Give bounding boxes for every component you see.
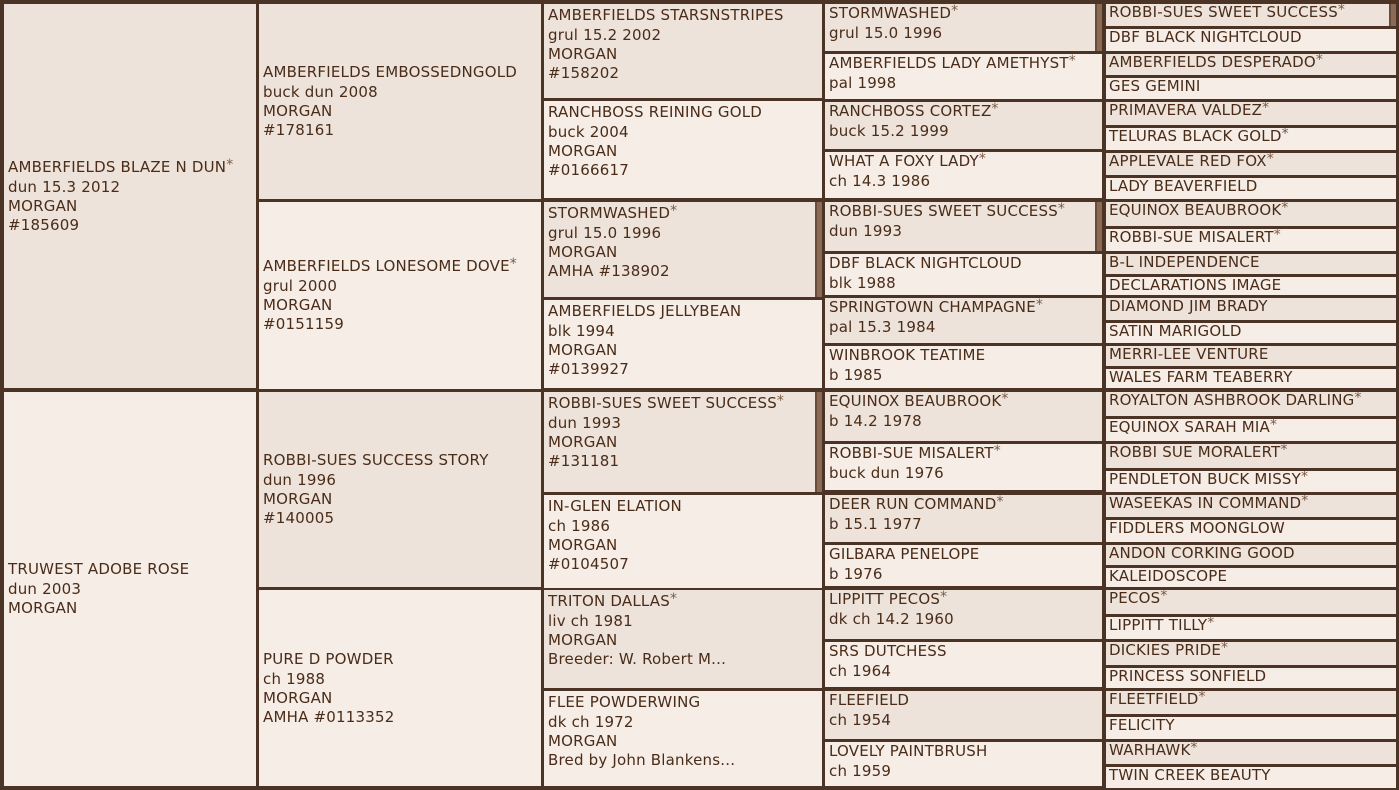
horse-detail-line2: dk ch 1972 [548,713,634,731]
horse-name-line [1109,277,1396,295]
horse-cell-gen4-8[interactable] [825,392,1102,441]
horse-name-line [1109,29,1396,47]
horse-name-link[interactable]: LOVELY PAINTBRUSH [829,742,988,760]
horse-detail-line2: buck 15.2 1999 [829,122,949,140]
registered-star-icon: * [1270,419,1278,433]
registered-star-icon: * [1001,392,1009,407]
horse-detail-line2: pal 15.3 1984 [829,318,936,336]
horse-name-line [1109,691,1396,709]
horse-detail-line2: buck dun 1976 [829,464,944,482]
registered-star-icon: * [226,157,234,173]
registered-star-icon: * [1301,471,1309,485]
horse-name-line [1109,617,1396,635]
repeat-ancestor-marker [1095,202,1102,251]
registered-star-icon: * [1315,54,1324,68]
registered-star-icon: * [1198,691,1206,705]
horse-name-line [829,742,1102,762]
horse-cell-gen4-7[interactable] [825,346,1102,388]
horse-cell-gen5-28[interactable] [1106,691,1396,714]
horse-name-link[interactable]: EQUINOX BEAUBROOK [1109,202,1282,219]
horse-cell-gen4-6[interactable] [825,298,1102,343]
horse-name-line [1109,767,1396,785]
horse-name-line [829,4,1102,24]
horse-name-link[interactable]: LIPPITT PECOS [829,590,941,608]
horse-name-line [829,54,1102,74]
horse-cell-gen4-0[interactable] [825,4,1102,51]
horse-detail-line3: MORGAN [8,196,78,215]
horse-detail-line3: MORGAN [548,631,618,649]
horse-cell-gen4-11[interactable] [825,545,1102,586]
registered-star-icon: * [1337,4,1346,18]
horse-cell-gen3-4[interactable] [544,392,822,492]
horse-name-line [829,545,1102,565]
horse-detail-line2: b 15.1 1977 [829,515,922,533]
horse-name-link[interactable]: DEER RUN COMMAND [829,495,997,513]
horse-name-link[interactable]: IN-GLEN ELATION [548,497,682,515]
repeat-ancestor-marker [1389,4,1396,26]
horse-name-link[interactable]: DBF BLACK NIGHTCLOUD [1109,29,1302,46]
horse-name-link[interactable]: ROBBI-SUE MISALERT [829,444,994,462]
horse-name-line [263,451,541,471]
registered-star-icon: * [940,590,948,605]
horse-name-line [829,298,1102,318]
horse-detail-line4: #0151159 [263,315,344,333]
registered-star-icon: * [951,4,959,19]
repeat-ancestor-marker [815,392,822,492]
horse-cell-gen5-22[interactable] [1106,545,1396,565]
registered-star-icon: * [1068,54,1076,69]
horse-cell-gen5-29[interactable] [1106,717,1396,739]
horse-name-line [263,650,541,670]
horse-name-line [1109,471,1396,489]
horse-name-link[interactable]: AMBERFIELDS LONESOME DOVE [263,257,510,275]
horse-name-line [1109,717,1396,735]
horse-detail-line3: MORGAN [548,45,618,63]
horse-cell-gen5-30[interactable] [1106,742,1396,764]
horse-name-link[interactable]: TRITON DALLAS [548,592,670,610]
horse-cell-gen5-1[interactable] [1106,29,1396,51]
horse-name-line [8,560,256,580]
horse-detail-line2: ch 1954 [829,711,892,729]
horse-detail-line2: pal 1998 [829,74,897,92]
horse-detail-line2: dun 1993 [829,222,903,240]
horse-name-link[interactable]: WASEEKAS IN COMMAND [1109,495,1302,512]
horse-name-line [1109,742,1396,760]
horse-cell-gen5-10[interactable] [1106,254,1396,274]
horse-name-link[interactable]: WARHAWK [1109,742,1191,759]
horse-cell-gen5-27[interactable] [1106,668,1396,688]
horse-cell-gen5-9[interactable] [1106,229,1396,251]
horse-cell-gen5-6[interactable] [1106,153,1396,175]
horse-detail-line2: grul 15.2 2002 [548,26,662,44]
horse-name-line [829,202,1102,222]
registered-star-icon: * [1160,590,1168,604]
horse-name-line [829,254,1102,274]
horse-name-link[interactable]: SPRINGTOWN CHAMPAGNE [829,298,1036,316]
horse-cell-gen5-11[interactable] [1106,277,1396,295]
horse-detail-line4: #0104507 [548,555,629,573]
horse-name-link[interactable]: DICKIES PRIDE [1109,642,1221,659]
horse-name-line [548,204,822,224]
horse-name-link[interactable]: MERRI-LEE VENTURE [1109,346,1269,363]
horse-cell-gen1-0[interactable] [4,4,256,388]
horse-cell-gen5-31[interactable] [1106,767,1396,788]
horse-name-line [1109,153,1396,171]
horse-cell-gen5-18[interactable] [1106,444,1396,468]
horse-cell-gen4-10[interactable] [825,495,1102,542]
horse-name-link[interactable]: GES GEMINI [1109,78,1201,95]
horse-detail-line3: MORGAN [548,732,618,750]
horse-name-link[interactable]: PRINCESS SONFIELD [1109,668,1267,685]
horse-detail-line2: blk 1994 [548,322,615,340]
horse-name-line [1109,202,1396,220]
horse-detail-line2: grul 2000 [263,277,338,295]
horse-detail-line2: ch 1986 [548,517,611,535]
horse-detail-line3: MORGAN [263,688,333,707]
registered-star-icon: * [1262,102,1270,116]
horse-name-line [548,497,822,517]
horse-detail-line2: ch 14.3 1986 [829,172,931,190]
horse-name-link[interactable]: AMBERFIELDS DESPERADO [1109,54,1316,71]
registered-star-icon: * [993,444,1001,459]
horse-detail-line4: #158202 [548,64,620,82]
horse-name-link[interactable]: ROBBI SUE MORALERT [1109,444,1281,461]
registered-star-icon: * [1273,229,1281,243]
horse-name-link[interactable]: EQUINOX SARAH MIA [1109,419,1271,436]
registered-star-icon: * [1035,298,1044,313]
horse-cell-gen3-2[interactable] [544,202,822,297]
horse-detail-line4: #0166617 [548,161,629,179]
horse-cell-gen2-2[interactable] [259,392,541,587]
horse-cell-gen5-0[interactable] [1106,4,1396,26]
horse-detail-line2: ch 1959 [829,762,892,780]
horse-name-link[interactable]: FIDDLERS MOONGLOW [1109,520,1285,537]
horse-name-line [548,693,822,713]
horse-name-link[interactable]: EQUINOX BEAUBROOK [829,392,1002,410]
horse-cell-gen5-7[interactable] [1106,178,1396,199]
horse-name-link[interactable]: RANCHBOSS CORTEZ [829,102,992,120]
horse-cell-gen5-4[interactable] [1106,102,1396,125]
horse-cell-gen3-0[interactable] [544,4,822,98]
horse-detail-line2: dk ch 14.2 1960 [829,610,954,628]
horse-name-link[interactable]: PECOS [1109,590,1161,607]
horse-name-link[interactable]: STORMWASHED [548,204,671,222]
horse-name-link[interactable]: GILBARA PENELOPE [829,545,980,563]
horse-name-link[interactable]: ANDON CORKING GOOD [1109,545,1295,562]
horse-name-line [1109,568,1396,586]
horse-name-link[interactable]: ROBBI-SUES SWEET SUCCESS [1109,4,1338,21]
horse-name-line [1109,668,1396,686]
horse-detail-line2: buck dun 2008 [263,83,378,101]
repeat-ancestor-marker [1095,4,1102,51]
horse-name-link[interactable]: KALEIDOSCOPE [1109,568,1228,585]
horse-name-link[interactable]: DECLARATIONS IMAGE [1109,277,1282,294]
horse-name-link[interactable]: FLEEFIELD [829,691,910,709]
horse-cell-gen5-15[interactable] [1106,369,1396,388]
horse-cell-gen5-26[interactable] [1106,642,1396,665]
horse-cell-gen3-3[interactable] [544,300,822,388]
horse-name-link[interactable]: FELICITY [1109,717,1175,734]
horse-cell-gen5-14[interactable] [1106,346,1396,366]
horse-cell-gen5-5[interactable] [1106,128,1396,150]
horse-name-line [1109,369,1396,387]
horse-cell-gen4-9[interactable] [825,444,1102,490]
horse-cell-gen5-3[interactable] [1106,78,1396,99]
horse-cell-gen4-14[interactable] [825,691,1102,739]
horse-name-line [1109,346,1396,364]
horse-detail-line2: blk 1988 [829,274,896,292]
horse-detail-line2: b 14.2 1978 [829,412,922,430]
horse-detail-line3: MORGAN [548,536,618,554]
horse-name-link[interactable]: LADY BEAVERFIELD [1109,178,1258,195]
horse-name-link[interactable]: AMBERFIELDS LADY AMETHYST [829,54,1069,72]
horse-detail-line4: #131181 [548,452,620,470]
horse-name-link[interactable]: TRUWEST ADOBE ROSE [8,560,190,578]
horse-detail-line4: AMHA #138902 [548,262,670,280]
registered-star-icon: * [991,102,999,117]
horse-name-link[interactable]: WALES FARM TEABERRY [1109,369,1293,386]
registered-star-icon: * [1280,444,1288,458]
horse-detail-line2: dun 15.3 2012 [8,177,121,196]
horse-detail-line4: Bred by John Blankens... [548,751,736,769]
horse-name-line [829,691,1102,711]
horse-name-line [1109,4,1396,22]
horse-name-line [1109,419,1396,437]
registered-star-icon: * [1190,742,1198,756]
horse-name-link[interactable]: SRS DUTCHESS [829,642,947,660]
registered-star-icon: * [1207,617,1215,631]
horse-cell-gen4-15[interactable] [825,742,1102,786]
registered-star-icon: * [1266,153,1274,167]
horse-name-line [1109,178,1396,196]
horse-name-line [548,103,822,123]
horse-cell-gen1-1[interactable] [4,392,256,786]
horse-name-link[interactable]: APPLEVALE RED FOX [1109,153,1267,170]
horse-name-line [829,152,1102,172]
horse-name-link[interactable]: DIAMOND JIM BRADY [1109,298,1268,315]
repeat-ancestor-marker [815,202,822,297]
horse-name-line [829,642,1102,662]
horse-name-line [1109,520,1396,538]
horse-cell-gen4-5[interactable] [825,254,1102,295]
horse-name-link[interactable]: ROBBI-SUES SUCCESS STORY [263,451,489,469]
horse-name-link[interactable]: RANCHBOSS REINING GOLD [548,103,763,121]
horse-cell-gen3-7[interactable] [544,691,822,786]
horse-detail-line3: MORGAN [263,102,333,120]
horse-cell-gen5-2[interactable] [1106,54,1396,75]
horse-cell-gen5-20[interactable] [1106,495,1396,517]
horse-name-line [829,590,1102,610]
horse-detail-line2: b 1985 [829,366,883,384]
horse-detail-line4: #185609 [8,215,80,234]
horse-name-line [1109,229,1396,247]
horse-cell-gen4-1[interactable] [825,54,1102,99]
horse-detail-line2: dun 1993 [548,414,622,432]
horse-cell-gen5-8[interactable] [1106,202,1396,226]
horse-detail-line4: AMHA #0113352 [263,707,395,726]
horse-name-link[interactable]: FLEE POWDERWING [548,693,701,711]
horse-name-link[interactable]: FLEETFIELD [1109,691,1199,708]
horse-cell-gen3-5[interactable] [544,495,822,588]
horse-name-link[interactable]: ROBBI-SUES SWEET SUCCESS [829,202,1058,220]
horse-name-link[interactable]: ROBBI-SUE MISALERT [1109,229,1274,246]
horse-cell-gen5-23[interactable] [1106,568,1396,587]
horse-name-link[interactable]: PRIMAVERA VALDEZ [1109,102,1263,119]
horse-name-link[interactable]: LIPPITT TILLY [1109,617,1208,634]
horse-name-line [1109,102,1396,120]
horse-detail-line3: MORGAN [548,341,618,359]
horse-name-link[interactable]: AMBERFIELDS JELLYBEAN [548,302,742,320]
horse-name-link[interactable]: SATIN MARIGOLD [1109,323,1242,340]
horse-cell-gen2-1[interactable] [259,202,541,389]
horse-detail-line4: Breeder: W. Robert M... [548,650,727,668]
horse-detail-line2: buck 2004 [548,123,629,141]
horse-name-link[interactable]: PENDLETON BUCK MISSY [1109,471,1302,488]
horse-detail-line2: grul 15.0 1996 [548,224,662,242]
horse-name-line [1109,254,1396,272]
horse-name-line [829,346,1102,366]
horse-name-link[interactable]: DBF BLACK NIGHTCLOUD [829,254,1022,272]
horse-name-line [548,6,822,26]
horse-detail-line2: dun 2003 [8,580,82,598]
horse-detail-line4: #140005 [263,509,335,527]
horse-detail-line2: ch 1964 [829,662,892,680]
registered-star-icon: * [996,495,1004,510]
horse-cell-gen3-6[interactable] [544,590,822,688]
horse-name-line [1109,298,1396,316]
horse-name-line [1109,545,1396,563]
horse-cell-gen4-13[interactable] [825,642,1102,687]
registered-star-icon: * [1057,202,1066,217]
horse-name-line [548,302,822,322]
horse-name-link[interactable]: AMBERFIELDS EMBOSSEDNGOLD [263,63,518,81]
horse-cell-gen2-3[interactable] [259,590,541,786]
horse-name-link[interactable]: PURE D POWDER [263,649,394,668]
registered-star-icon: * [509,257,517,272]
horse-detail-line4: #0139927 [548,360,629,378]
horse-name-line [548,592,822,612]
registered-star-icon: * [670,204,678,219]
horse-cell-gen5-24[interactable] [1106,590,1396,614]
horse-cell-gen3-1[interactable] [544,101,822,198]
horse-cell-gen5-21[interactable] [1106,520,1396,542]
horse-cell-gen4-4[interactable] [825,202,1102,251]
horse-detail-line2: b 1976 [829,565,883,583]
registered-star-icon: * [978,152,987,167]
horse-name-line [263,63,541,83]
horse-name-line [548,394,822,414]
horse-name-line [1109,495,1396,513]
horse-detail-line4: #178161 [263,121,335,139]
horse-detail-line3: MORGAN [263,296,333,314]
horse-name-line [1109,128,1396,146]
horse-name-line [263,257,541,277]
horse-name-line [829,392,1102,412]
horse-cell-gen4-3[interactable] [825,152,1102,198]
horse-cell-gen5-17[interactable] [1106,419,1396,441]
registered-star-icon: * [1301,495,1309,509]
horse-cell-gen4-12[interactable] [825,590,1102,639]
horse-detail-line2: dun 1996 [263,471,337,489]
registered-star-icon: * [776,394,785,409]
horse-name-line [829,495,1102,515]
registered-star-icon: * [669,592,678,607]
horse-cell-gen5-16[interactable] [1106,392,1396,416]
horse-name-link[interactable]: STORMWASHED [829,4,952,22]
horse-name-link[interactable]: TWIN CREEK BEAUTY [1109,767,1271,784]
horse-name-link[interactable]: AMBERFIELDS STARSNSTRIPES [548,6,784,24]
horse-cell-gen5-12[interactable] [1106,298,1396,320]
horse-name-line [1109,392,1396,410]
horse-detail-line3: MORGAN [263,490,333,508]
horse-name-line [829,102,1102,122]
horse-detail-line2: liv ch 1981 [548,612,633,630]
horse-name-line [1109,590,1396,608]
horse-name-link[interactable]: TELURAS BLACK GOLD [1109,128,1282,145]
registered-star-icon: * [1281,202,1289,216]
horse-detail-line2: ch 1988 [263,669,326,688]
horse-cell-gen5-13[interactable] [1106,323,1396,343]
horse-name-link[interactable]: B-L INDEPENDENCE [1109,254,1260,271]
horse-detail-line3: MORGAN [548,433,618,451]
horse-name-line [1109,444,1396,462]
horse-name-line [1109,642,1396,660]
registered-star-icon: * [1281,128,1289,142]
horse-cell-gen4-2[interactable] [825,102,1102,149]
horse-name-link[interactable]: ROBBI-SUES SWEET SUCCESS [548,394,777,412]
horse-cell-gen5-25[interactable] [1106,617,1396,639]
horse-name-line [1109,323,1396,341]
horse-name-link[interactable]: WINBROOK TEATIME [829,346,986,364]
horse-cell-gen2-0[interactable] [259,4,541,199]
horse-name-link[interactable]: AMBERFIELDS BLAZE N DUN [8,157,227,176]
horse-detail-line3: MORGAN [8,599,78,617]
registered-star-icon: * [1354,392,1362,406]
horse-detail-line3: MORGAN [548,142,618,160]
horse-name-link[interactable]: ROYALTON ASHBROOK DARLING [1109,392,1355,409]
horse-name-line [8,158,256,178]
horse-name-line [1109,78,1396,96]
registered-star-icon: * [1221,642,1229,656]
horse-cell-gen5-19[interactable] [1106,471,1396,492]
horse-detail-line2: grul 15.0 1996 [829,24,943,42]
horse-name-link[interactable]: WHAT A FOXY LADY [829,152,979,170]
horse-detail-line3: MORGAN [548,243,618,261]
horse-name-line [829,444,1102,464]
horse-name-line [1109,54,1396,72]
